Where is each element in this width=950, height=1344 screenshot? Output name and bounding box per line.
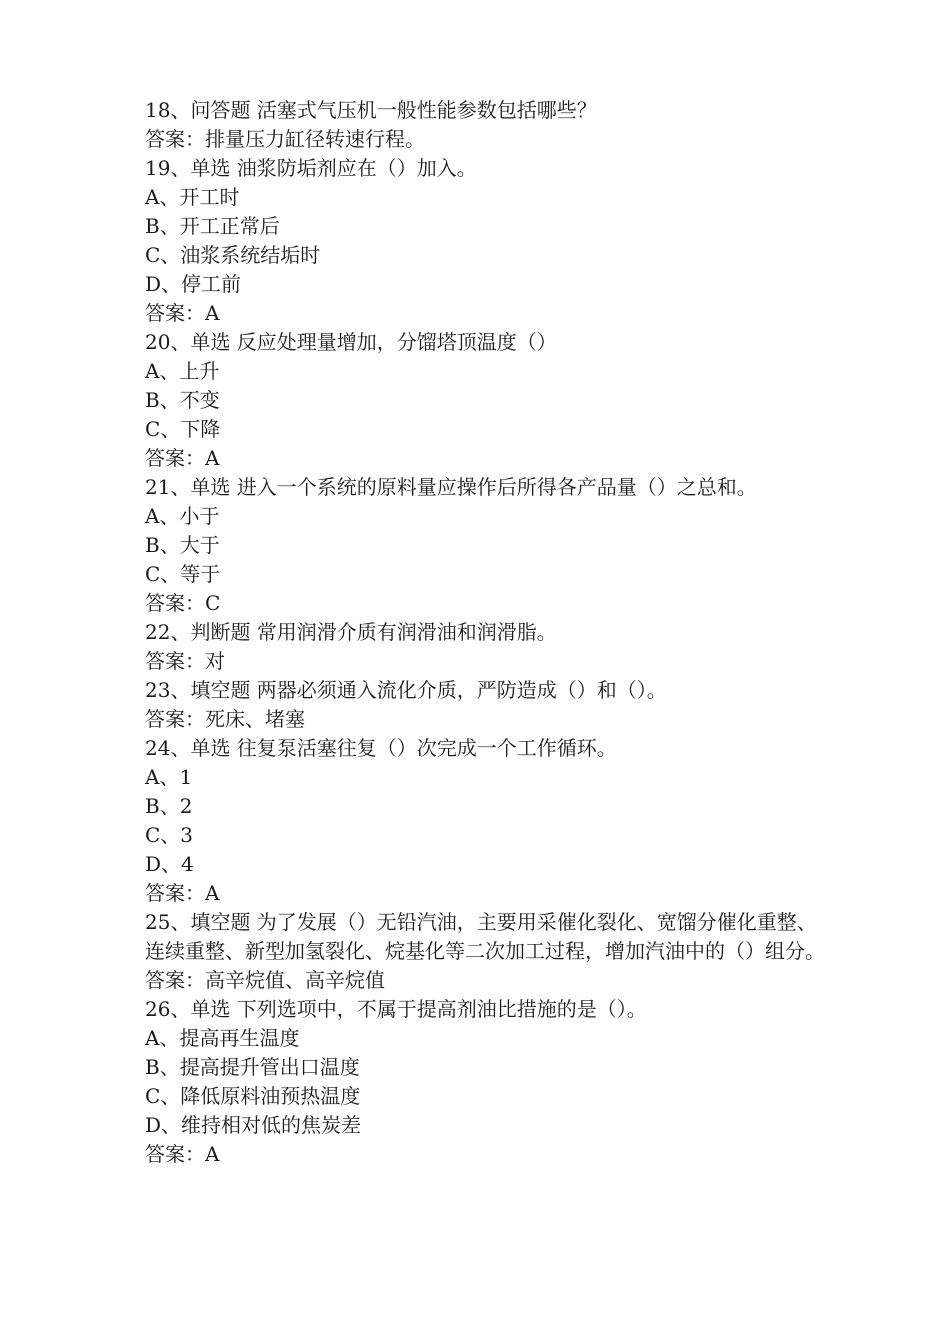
answer-22: 答案：对 [145,649,225,673]
option-19-d: D、停工前 [145,272,242,296]
answer-24: 答案：A [145,881,220,905]
option-24-c: C、3 [145,823,194,847]
question-20: 20、单选 反应处理量增加，分馏塔顶温度（） [145,330,557,354]
question-22: 22、判断题 常用润滑介质有润滑油和润滑脂。 [145,620,557,644]
option-26-c: C、降低原料油预热温度 [145,1084,361,1108]
question-24: 24、单选 往复泵活塞往复（）次完成一个工作循环。 [145,736,617,760]
option-21-b: B、大于 [145,533,220,557]
question-21: 21、单选 进入一个系统的原料量应操作后所得各产品量（）之总和。 [145,475,757,499]
question-18: 18、问答题 活塞式气压机一般性能参数包括哪些？ [145,98,597,122]
answer-21: 答案：C [145,591,221,615]
option-21-c: C、等于 [145,562,221,586]
option-24-b: B、2 [145,794,193,818]
answer-19: 答案：A [145,301,220,325]
option-21-a: A、小于 [145,504,220,528]
option-19-c: C、油浆系统结垢时 [145,243,321,267]
answer-23: 答案：死床、堵塞 [145,707,305,731]
option-26-d: D、维持相对低的焦炭差 [145,1113,362,1137]
question-23: 23、填空题 两器必须通入流化介质，严防造成（）和（）。 [145,678,667,702]
document-body [145,96,825,1169]
option-24-d: D、4 [145,852,194,876]
question-25: 25、填空题 为了发展（）无铅汽油，主要用采催化裂化、宽馏分催化重整、连续重整、新型加氢裂化、烷基化等二次加工过程，增加汽油中的（）组分。 [145,910,825,963]
answer-18: 答案：排量压力缸径转速行程。 [145,127,425,151]
answer-26: 答案：A [145,1142,220,1166]
answer-20: 答案：A [145,446,220,470]
option-19-b: B、开工正常后 [145,214,280,238]
option-26-a: A、提高再生温度 [145,1026,300,1050]
answer-25: 答案：高辛烷值、高辛烷值 [145,968,385,992]
option-24-a: A、1 [145,765,193,789]
question-19: 19、单选 油浆防垢剂应在（）加入。 [145,156,477,180]
question-26: 26、单选 下列选项中，不属于提高剂油比措施的是（）。 [145,997,647,1021]
option-20-c: C、下降 [145,417,221,441]
option-20-b: B、不变 [145,388,220,412]
option-20-a: A、上升 [145,359,220,383]
option-26-b: B、提高提升管出口温度 [145,1055,360,1079]
option-19-a: A、开工时 [145,185,240,209]
